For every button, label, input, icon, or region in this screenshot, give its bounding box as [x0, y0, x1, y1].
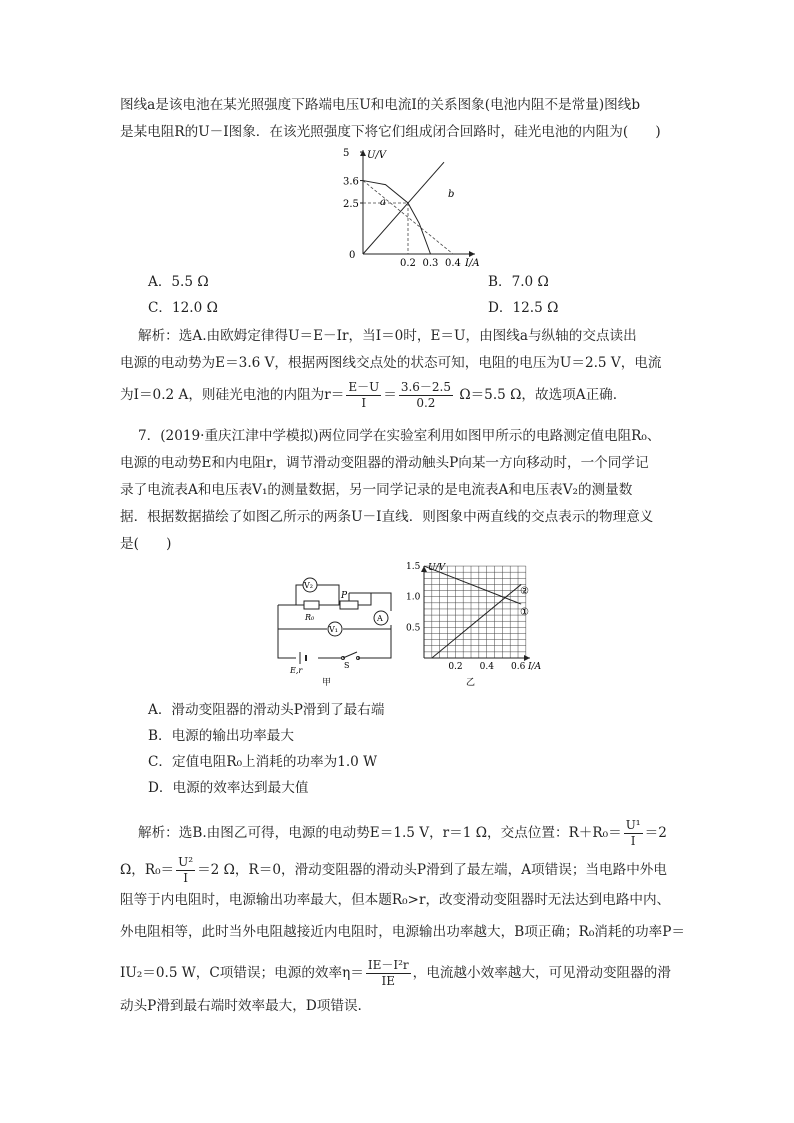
- p-label: P: [341, 591, 348, 601]
- y-axis-label: U/V: [367, 150, 387, 161]
- solution6-line-3: [120, 380, 617, 411]
- y-tick-label: 5: [343, 148, 350, 159]
- option-b: B．7.0 Ω: [488, 274, 549, 290]
- u-i-graph-2: [400, 560, 550, 690]
- fraction-u2-over-i: [176, 855, 195, 886]
- caption-yi: 乙: [466, 678, 476, 688]
- option-a: A．滑动变阻器的滑动头P滑到了最右端: [148, 702, 385, 718]
- solution7-line-2: [120, 855, 667, 886]
- solution7-line-6: 动头P滑到最右端时效率最大，D项错误.: [120, 998, 362, 1014]
- option-b: B．电源的输出功率最大: [148, 728, 294, 744]
- y-tick-label: 2.5: [343, 199, 359, 210]
- frac-den: I: [183, 871, 188, 885]
- x-axis-label: I/A: [528, 662, 542, 672]
- solution7-line-4: 外电阻相等，此时当外电阻越接近内电阻时，电源输出功率越大，B项正确；R₀消耗的功率P＝: [120, 924, 685, 940]
- solution7-line-1-pre: 解析：选B.由图乙可得，电源的电动势E＝1.5 V，r＝1 Ω，交点位置：R＋R₀＝: [138, 825, 622, 841]
- resistor-r0: [304, 601, 319, 609]
- q7-line-3: 录了电流表A和电压表V₁的测量数据，另一同学记录的是电流表A和电压表V₂的测量数: [120, 482, 633, 498]
- q6-text-line-2: 是某电阻R的U－I图象．在该光照强度下将它们组成闭合回路时，硅光电池的内阻为( ): [120, 124, 661, 140]
- option-c: C．12.0 Ω: [148, 300, 218, 316]
- option-d: D．电源的效率达到最大值: [148, 780, 309, 796]
- fraction-efficiency: [366, 958, 411, 989]
- solution7-line-1: [138, 818, 667, 849]
- frac-num: 3.6－2.5: [400, 380, 451, 394]
- fraction-e-minus-u-over-i: [346, 380, 381, 411]
- solution6-line-3-pre: 为I＝0.2 A，则硅光电池的内阻为r＝: [120, 387, 345, 403]
- x-axis-label: I/A: [465, 258, 480, 269]
- q7-line-4: 据．根据数据描绘了如图乙所示的两条U－I直线．则图象中两直线的交点表示的物理意义: [120, 509, 654, 525]
- option-d: D．12.5 Ω: [488, 300, 559, 316]
- source-label: E,r: [290, 666, 303, 675]
- solution7-line-1-post: ＝2: [644, 825, 667, 841]
- solution7-line-5: [120, 958, 671, 989]
- solution6-line-2: 电源的电动势为E＝3.6 V，根据两图线交点处的状态可知，电阻的电压为U＝2.5 V，电流: [120, 355, 662, 371]
- curve-a-label: a: [380, 197, 386, 208]
- solution7-line-5-pre: IU₂＝0.5 W，C项错误；电源的效率η＝: [120, 965, 364, 981]
- circuit-diagram: [270, 570, 400, 690]
- v2-label: V₂: [304, 581, 313, 590]
- solution7-line-5-post: ，电流越小效率越大，可见滑动变阻器的滑: [412, 965, 671, 981]
- caption-jia: 甲: [322, 678, 332, 688]
- y-tick-label: 1.0: [406, 592, 421, 603]
- q7-line-1: 7．(2019·重庆江津中学模拟)两位同学在实验室利用如图甲所示的电路测定值电阻R₀、: [138, 428, 661, 444]
- frac-num: U²: [178, 855, 194, 869]
- line-b-label: b: [448, 189, 455, 200]
- solution7-line-2-pre: Ω，R₀＝: [120, 862, 175, 878]
- fraction-numeric: [399, 380, 453, 411]
- frac-den: I: [361, 396, 367, 410]
- equals: ＝: [383, 387, 397, 403]
- fraction-u1-over-i: [624, 818, 643, 849]
- x-tick-label: 0.4: [479, 662, 495, 672]
- frac-den: I: [630, 834, 636, 848]
- frac-den: IE: [381, 974, 395, 988]
- r0-label: R₀: [305, 613, 315, 622]
- switch-label: S: [344, 661, 350, 670]
- y-tick-label: 3.6: [343, 176, 359, 188]
- solution6-line-1: 解析：选A.由欧姆定律得U＝E－Ir，当I＝0时，E＝U，由图线a与纵轴的交点读出: [138, 328, 637, 344]
- option-c: C．定值电阻R₀上消耗的功率为1.0 W: [148, 754, 378, 770]
- solution7-line-2-post: ＝2 Ω，R＝0，滑动变阻器的滑动头P滑到了最左端，A项错误；当电路中外电: [197, 862, 667, 878]
- x-tick-label: 0.6: [511, 662, 526, 672]
- u-i-graph-1: [330, 140, 500, 270]
- v1-label: V₁: [329, 625, 338, 634]
- frac-den: 0.2: [416, 396, 436, 410]
- ammeter-label: A: [377, 614, 383, 623]
- frac-num: E－U: [348, 380, 380, 394]
- solution7-line-3: 阻等于内电阻时，电源输出功率最大，但本题R₀>r，改变滑动变阻器时无法达到电路中内、: [120, 892, 671, 908]
- y-tick-label: 1.5: [406, 562, 421, 573]
- x-tick-label: 0.2: [448, 662, 463, 672]
- line-1-label: ①: [520, 607, 529, 618]
- line-2-label: ②: [520, 586, 529, 597]
- dashed-extension-line: [363, 181, 453, 254]
- y-axis-label: U/V: [428, 563, 446, 573]
- q7-line-5: 是( ): [120, 536, 172, 552]
- y-tick-label: 0.5: [406, 623, 421, 634]
- line-1: [424, 566, 521, 604]
- q7-line-2: 电源的电动势E和内电阻r，调节滑动变阻器的滑动触头P向某一方向移动时，一个同学记: [120, 455, 649, 471]
- frac-num: U¹: [625, 818, 641, 832]
- solution6-line-3-post: Ω＝5.5 Ω，故选项A正确.: [459, 387, 618, 403]
- line-b: [363, 162, 444, 254]
- x-tick-label: 0.2: [400, 258, 416, 269]
- x-tick-label: 0.4: [445, 258, 461, 269]
- origin-label: 0: [349, 250, 356, 261]
- rheostat: [340, 601, 358, 609]
- x-tick-label: 0.3: [422, 258, 439, 269]
- option-a: A．5.5 Ω: [148, 274, 209, 290]
- q6-text-line-1: 图线a是该电池在某光照强度下路端电压U和电流I的关系图象(电池内阻不是常量)图线b: [120, 97, 641, 113]
- frac-num: IE－I²r: [367, 958, 409, 972]
